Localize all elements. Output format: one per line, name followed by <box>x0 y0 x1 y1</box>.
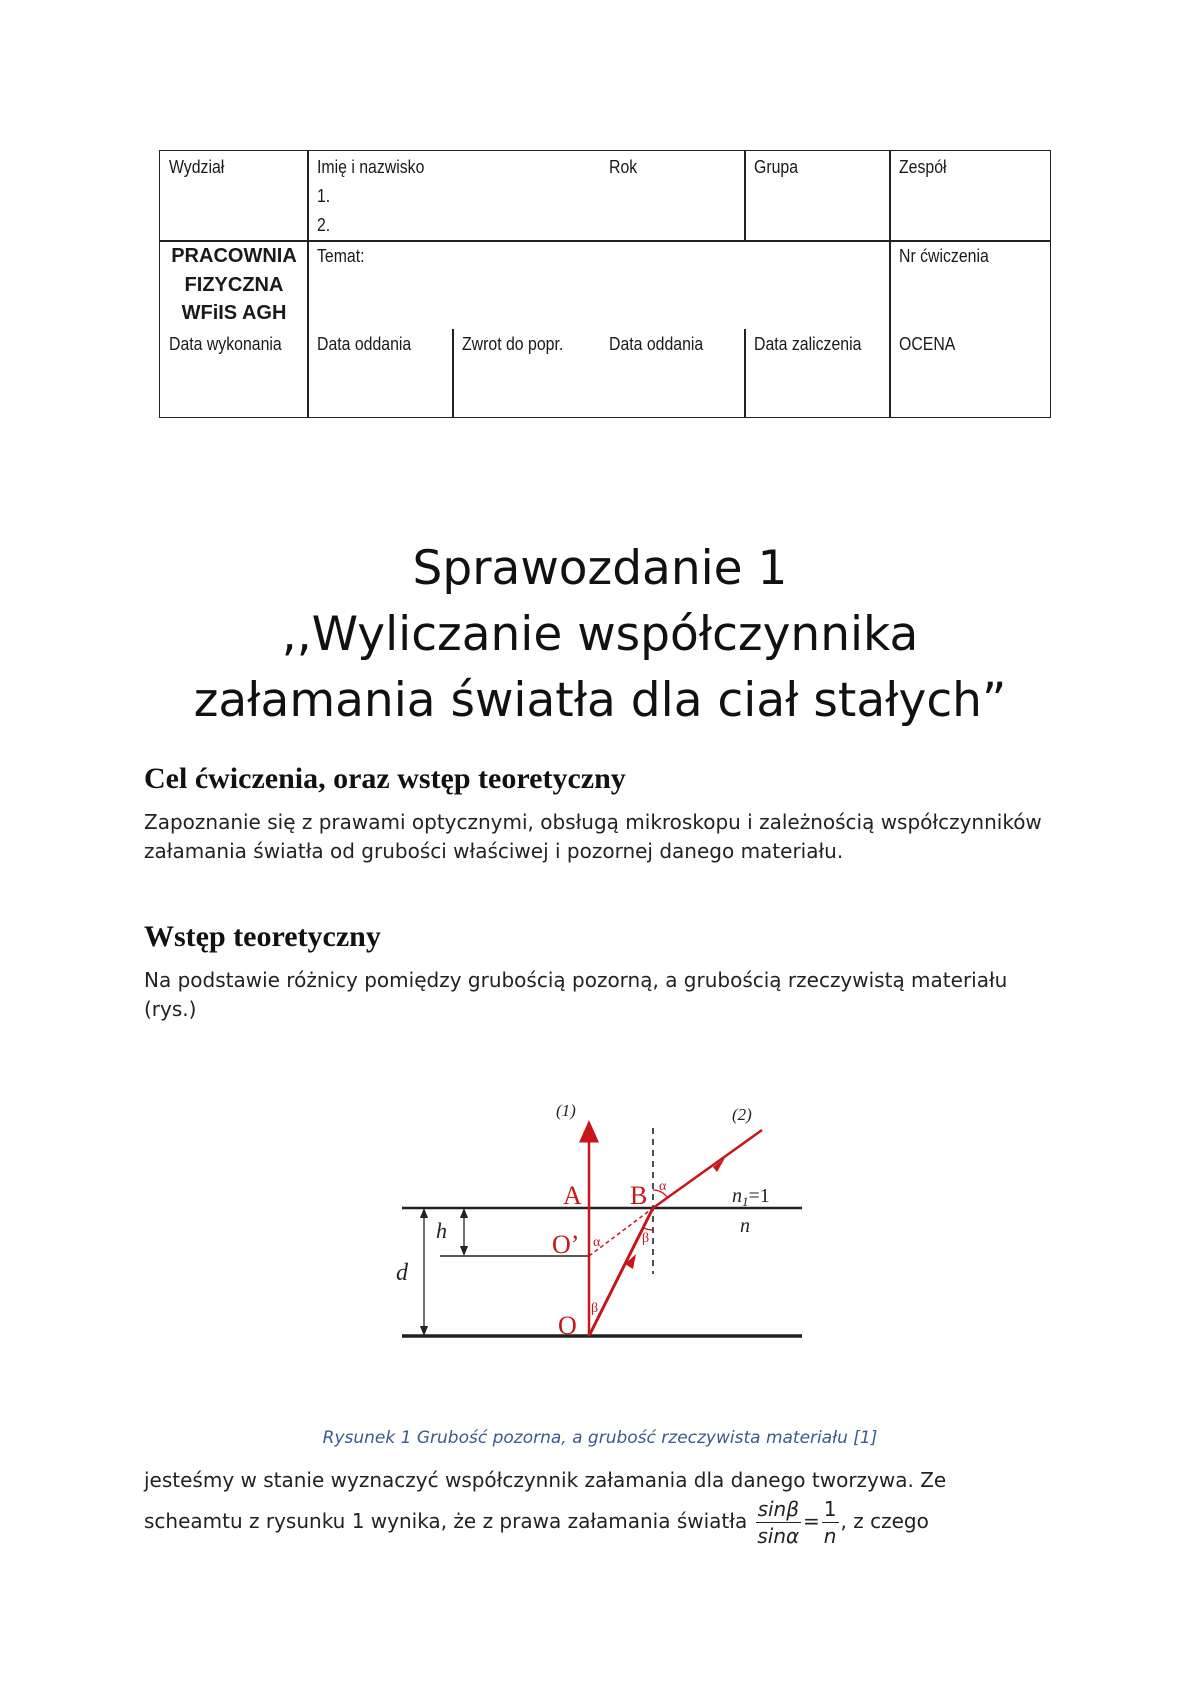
title-line-2: ,,Wyliczanie współczynnika <box>281 607 919 662</box>
d-arrow-top <box>420 1208 428 1218</box>
label-temat: Temat: <box>317 246 365 266</box>
h-arrow-top <box>460 1208 468 1218</box>
formula-denominator: sinα <box>757 1524 800 1548</box>
label-grupa: Grupa <box>754 157 799 177</box>
label-fizyczna: FIZYCZNA <box>184 274 284 296</box>
label-n: n <box>740 1215 750 1237</box>
label-h: h <box>436 1218 447 1243</box>
label-alpha-top: α <box>659 1179 667 1194</box>
ray-refracted <box>589 1208 653 1336</box>
label-beta-bottom: β <box>591 1301 599 1316</box>
title-line-3: załamania światła dla ciał stałych” <box>193 673 1007 728</box>
document-title <box>0 536 1200 734</box>
label-O-prime: O’ <box>552 1230 580 1259</box>
label-1: (1) <box>556 1101 576 1120</box>
body-line-1: jesteśmy w stanie wyznaczyć współczynnik załamania dla danego tworzywa. Ze <box>144 1468 947 1492</box>
body-line-2 <box>144 1496 929 1549</box>
label-name-1: 1. <box>317 186 331 206</box>
label-data-zaliczenia: Data zaliczenia <box>754 334 862 354</box>
section-heading-wstep: Wstęp teoretyczny <box>144 920 381 953</box>
table-divider <box>889 151 891 417</box>
body-line-2-post: , z czego <box>840 1509 929 1533</box>
formula-numerator: sinβ <box>757 1497 799 1521</box>
table-divider <box>744 329 746 417</box>
label-imie-nazwisko: Imię i nazwisko <box>317 157 425 177</box>
label-nr-cwiczenia: Nr ćwiczenia <box>899 246 989 266</box>
label-data-wykonania: Data wykonania <box>169 334 282 354</box>
label-B: B <box>630 1181 648 1210</box>
label-2: (2) <box>732 1105 752 1124</box>
angle-arc-beta <box>644 1228 653 1230</box>
section-heading-cel: Cel ćwiczenia, oraz wstęp teoretyczny <box>144 762 626 795</box>
label-pracownia: PRACOWNIA <box>171 245 297 267</box>
title-line-1: Sprawozdanie 1 <box>412 541 788 596</box>
label-data-oddania-2: Data oddania <box>609 334 704 354</box>
refraction-diagram <box>380 1090 820 1360</box>
formula-n: n <box>823 1524 837 1548</box>
label-name-2: 2. <box>317 215 331 235</box>
formula-one: 1 <box>823 1497 837 1521</box>
label-rok: Rok <box>609 157 638 177</box>
body-line-2-pre: scheamtu z rysunku 1 wynika, że z prawa załamania światła <box>144 1509 748 1533</box>
label-n1: $n_1=1$ <box>732 1185 770 1209</box>
label-wfiis-agh: WFiIS AGH <box>181 302 287 324</box>
header-form-table <box>159 150 1051 418</box>
label-beta-top: β <box>642 1231 650 1246</box>
label-alpha-virtual: α <box>593 1235 601 1250</box>
section-text-wstep: Na podstawie różnicy pomiędzy grubością pozorną, a grubością rzeczywistą materiału (rys.) <box>144 968 1008 1021</box>
label-wydzial: Wydział <box>169 157 225 177</box>
label-O: O <box>558 1311 577 1340</box>
label-d: d <box>396 1260 408 1286</box>
h-arrow-bottom <box>460 1246 468 1256</box>
label-data-oddania: Data oddania <box>317 334 412 354</box>
table-divider <box>744 151 746 240</box>
figure-caption: Rysunek 1 Grubość pozorna, a grubość rzeczywista materiału [1] <box>322 1428 878 1448</box>
formula-sin-ratio <box>756 1496 801 1549</box>
section-text-cel: Zapoznanie się z prawami optycznymi, obsługą mikroskopu i zależnością współczynników załamania światła od grubości właściwej i pozornej danego materiału. <box>144 810 1042 863</box>
label-ocena: OCENA <box>899 334 956 354</box>
label-A: A <box>563 1181 582 1210</box>
formula-inverse-n <box>822 1496 839 1549</box>
table-divider <box>452 329 454 417</box>
label-zwrot: Zwrot do popr. <box>462 334 564 354</box>
formula-equals: = <box>803 1509 820 1533</box>
label-zespol: Zespół <box>899 157 947 177</box>
